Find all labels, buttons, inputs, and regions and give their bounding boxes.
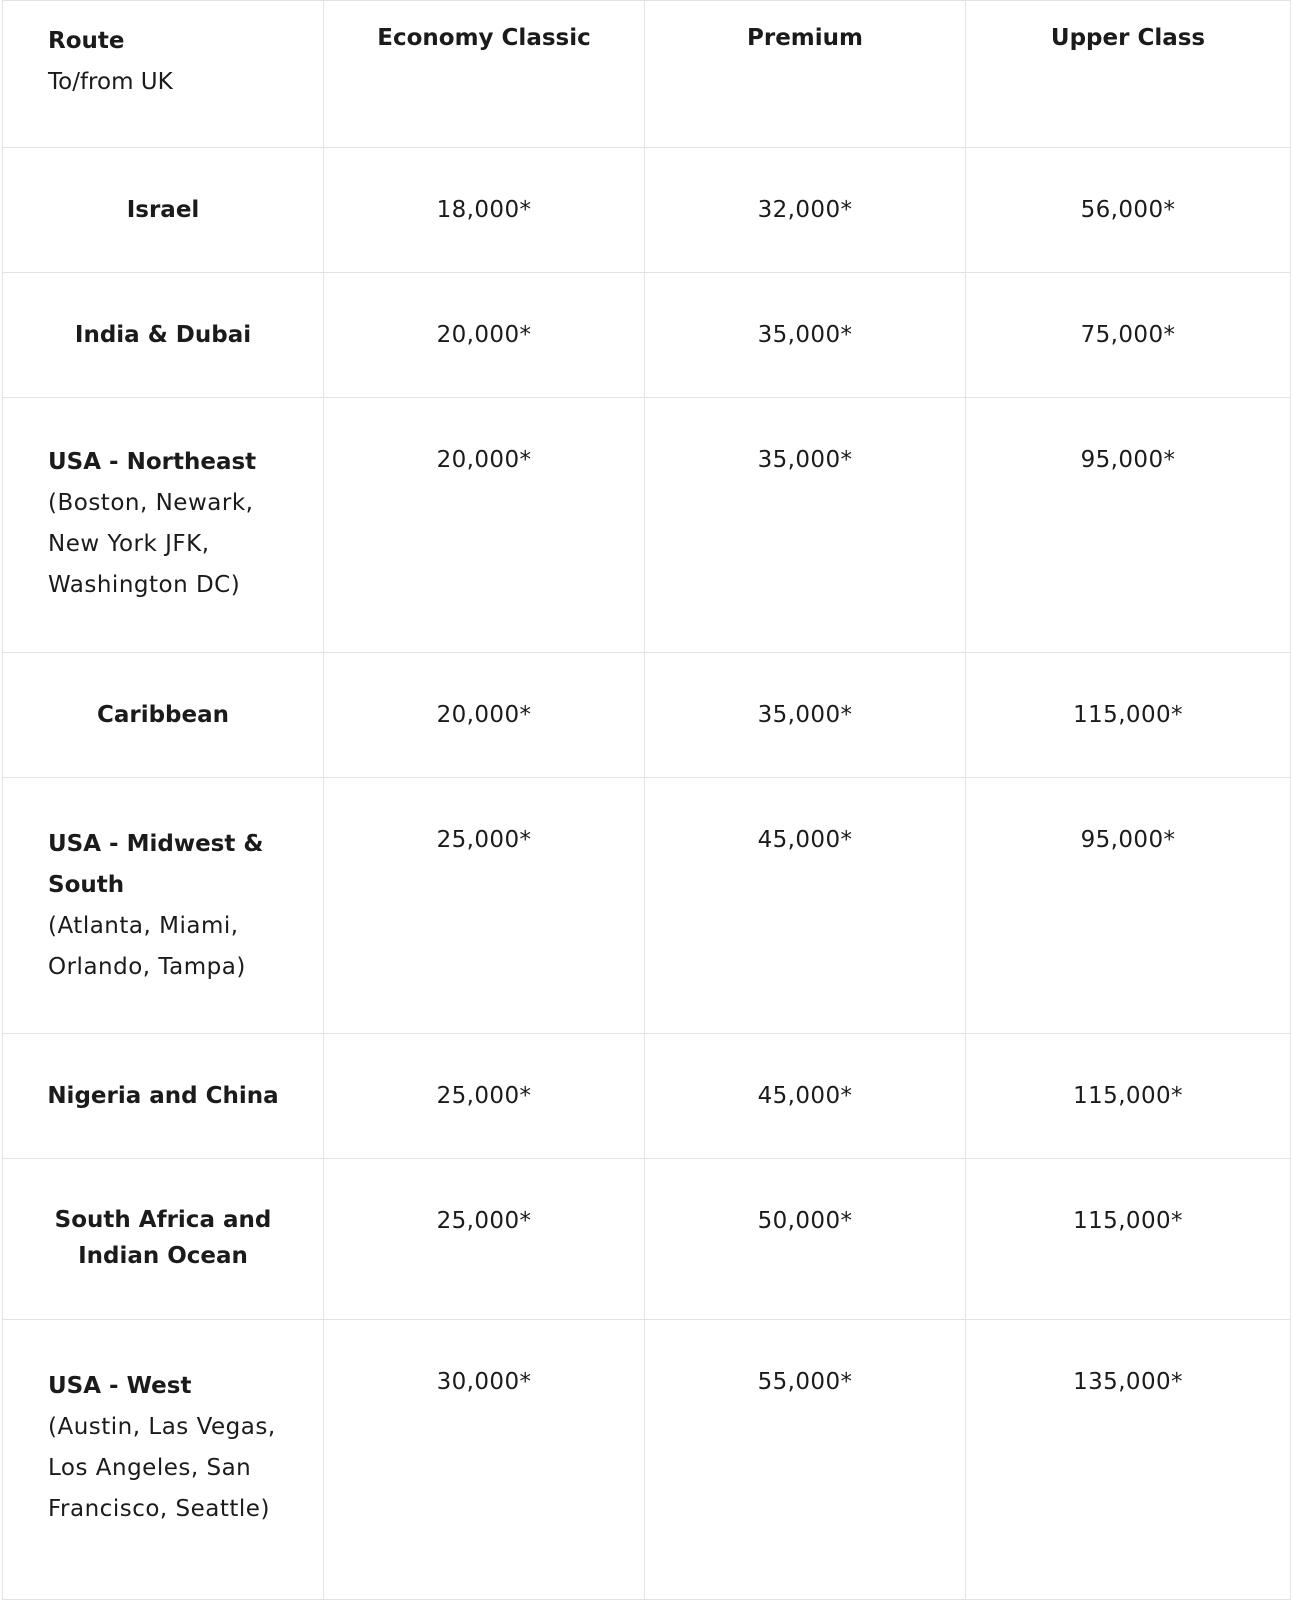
table-header bbox=[3, 1, 1291, 148]
reward-seats-table bbox=[2, 0, 1291, 1600]
table-row bbox=[3, 1034, 1291, 1159]
route-name: India & Dubai bbox=[74, 322, 252, 348]
upper-class-points: 135,000* bbox=[966, 1320, 1291, 1600]
premium-points: 55,000* bbox=[645, 1320, 966, 1600]
table-row bbox=[3, 1159, 1291, 1320]
table-row bbox=[3, 778, 1291, 1034]
economy-classic-points: 20,000* bbox=[324, 273, 645, 398]
upper-class-points: 75,000* bbox=[966, 273, 1291, 398]
economy-classic-points: 25,000* bbox=[324, 1159, 645, 1320]
table-row bbox=[3, 1320, 1291, 1600]
upper-class-points: 95,000* bbox=[966, 778, 1291, 1034]
table-row bbox=[3, 148, 1291, 273]
premium-points: 45,000* bbox=[645, 1034, 966, 1159]
header-route bbox=[3, 1, 324, 148]
economy-classic-points: 25,000* bbox=[324, 1034, 645, 1159]
route-cell bbox=[3, 653, 324, 778]
economy-classic-points: 20,000* bbox=[324, 653, 645, 778]
route-cell bbox=[3, 273, 324, 398]
upper-class-points: 115,000* bbox=[966, 1159, 1291, 1320]
upper-class-points: 115,000* bbox=[966, 653, 1291, 778]
header-route-label: Route bbox=[48, 28, 125, 54]
upper-class-points: 115,000* bbox=[966, 1034, 1291, 1159]
header-upper-class: Upper Class bbox=[966, 1, 1291, 148]
table-header-row bbox=[3, 1, 1291, 148]
premium-points: 35,000* bbox=[645, 273, 966, 398]
premium-points: 50,000* bbox=[645, 1159, 966, 1320]
route-cell bbox=[3, 1159, 324, 1320]
upper-class-points: 56,000* bbox=[966, 148, 1291, 273]
route-cell bbox=[3, 778, 324, 1034]
economy-classic-points: 25,000* bbox=[324, 778, 645, 1034]
economy-classic-points: 18,000* bbox=[324, 148, 645, 273]
route-name: Israel bbox=[126, 197, 200, 223]
economy-classic-points: 30,000* bbox=[324, 1320, 645, 1600]
header-premium: Premium bbox=[645, 1, 966, 148]
header-route-sublabel: To/from UK bbox=[48, 69, 173, 95]
route-name: USA - West bbox=[48, 1373, 192, 1399]
header-economy-classic: Economy Classic bbox=[324, 1, 645, 148]
premium-points: 35,000* bbox=[645, 398, 966, 653]
table-body bbox=[3, 148, 1291, 1600]
premium-points: 45,000* bbox=[645, 778, 966, 1034]
upper-class-points: 95,000* bbox=[966, 398, 1291, 653]
route-name: USA - Northeast bbox=[48, 449, 257, 475]
route-name: Nigeria and China bbox=[47, 1083, 279, 1109]
route-cities: (Atlanta, Miami, Orlando, Tampa) bbox=[48, 913, 246, 980]
table-row bbox=[3, 653, 1291, 778]
route-cell bbox=[3, 1320, 324, 1600]
table-row bbox=[3, 273, 1291, 398]
route-cell bbox=[3, 148, 324, 273]
route-cell bbox=[3, 398, 324, 653]
route-cities: (Boston, Newark, New York JFK, Washington DC) bbox=[48, 490, 254, 598]
route-cell bbox=[3, 1034, 324, 1159]
route-cities: (Austin, Las Vegas, Los Angeles, San Francisco, Seattle) bbox=[48, 1414, 276, 1522]
premium-points: 35,000* bbox=[645, 653, 966, 778]
route-name: Caribbean bbox=[96, 702, 230, 728]
economy-classic-points: 20,000* bbox=[324, 398, 645, 653]
table-row bbox=[3, 398, 1291, 653]
premium-points: 32,000* bbox=[645, 148, 966, 273]
route-name: USA - Midwest & South bbox=[48, 831, 264, 898]
route-name: South Africa and Indian Ocean bbox=[54, 1207, 272, 1269]
